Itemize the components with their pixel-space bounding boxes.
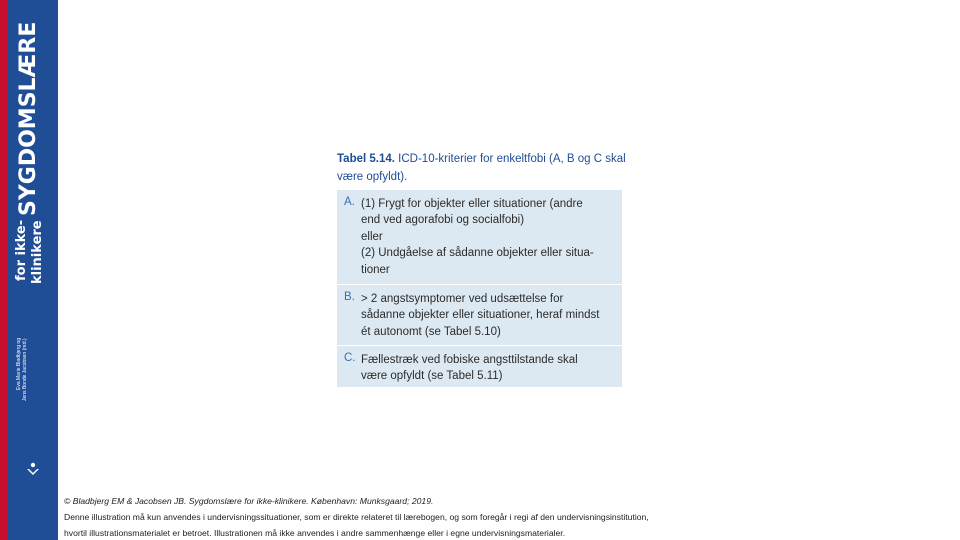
row-line: end ved agorafobi og socialfobi)	[361, 214, 525, 227]
row-text	[361, 196, 617, 278]
table-caption-number: Tabel 5.14.	[337, 153, 395, 165]
footer-citation: © Bladbjerg EM & Jacobsen JB. Sygdomslære for ikke-klinikere. København: Munksgaard; 2019.	[64, 496, 434, 506]
criteria-table	[337, 190, 622, 387]
footer-usage-line: hvortil illustrationsmaterialet er betroet. Illustrationen må ikke anvendes i andre sammenhænge eller i egne undervisningsmaterialer.	[64, 528, 566, 538]
row-line: tioner	[361, 263, 390, 276]
spine-subtitle: for ikke-klinikere	[14, 220, 45, 284]
row-text	[361, 291, 617, 340]
book-spine	[0, 0, 58, 540]
row-line: ét autonomt (se Tabel 5.10)	[361, 325, 501, 338]
spine-title: SYGDOMSLÆRE	[16, 21, 41, 216]
table-caption	[337, 150, 627, 186]
footer-usage-line: Denne illustration må kun anvendes i undervisningssituationer, som er direkte relateret til lærebogen, og som foregår i regi af den undervisningsinstitution,	[64, 512, 649, 522]
table-row	[337, 346, 622, 387]
row-letter: B.	[344, 291, 355, 303]
row-line: Fællestræk ved fobiske angsttilstande skal	[361, 354, 578, 366]
row-line: > 2 angstsymptomer ved udsættelse for	[361, 293, 564, 305]
spine-accent-stripe	[0, 0, 8, 540]
row-line: eller	[361, 230, 383, 243]
spine-authors	[16, 338, 30, 420]
row-line: (1) Frygt for objekter eller situationer (andre	[361, 198, 583, 210]
row-line: (2) Undgåelse af sådanne objekter eller situa-	[361, 247, 594, 260]
table-caption-text: ICD-10-kriterier for enkeltfobi (A, B og C skal være opfyldt).	[337, 153, 626, 183]
table-row	[337, 285, 622, 346]
row-letter: A.	[344, 196, 355, 208]
row-line: sådanne objekter eller situationer, heraf mindst	[361, 309, 600, 322]
spine-author-line: Jens Bonde Jacobsen (red.)	[22, 338, 28, 401]
table-row	[337, 190, 622, 285]
row-text	[361, 352, 617, 385]
publisher-logo-icon	[26, 462, 40, 478]
row-letter: C.	[344, 352, 356, 364]
copyright-footer	[64, 493, 864, 540]
row-line: være opfyldt (se Tabel 5.11)	[361, 370, 503, 383]
spine-author-line: Eva Marie Bladbjerg og	[16, 338, 22, 390]
